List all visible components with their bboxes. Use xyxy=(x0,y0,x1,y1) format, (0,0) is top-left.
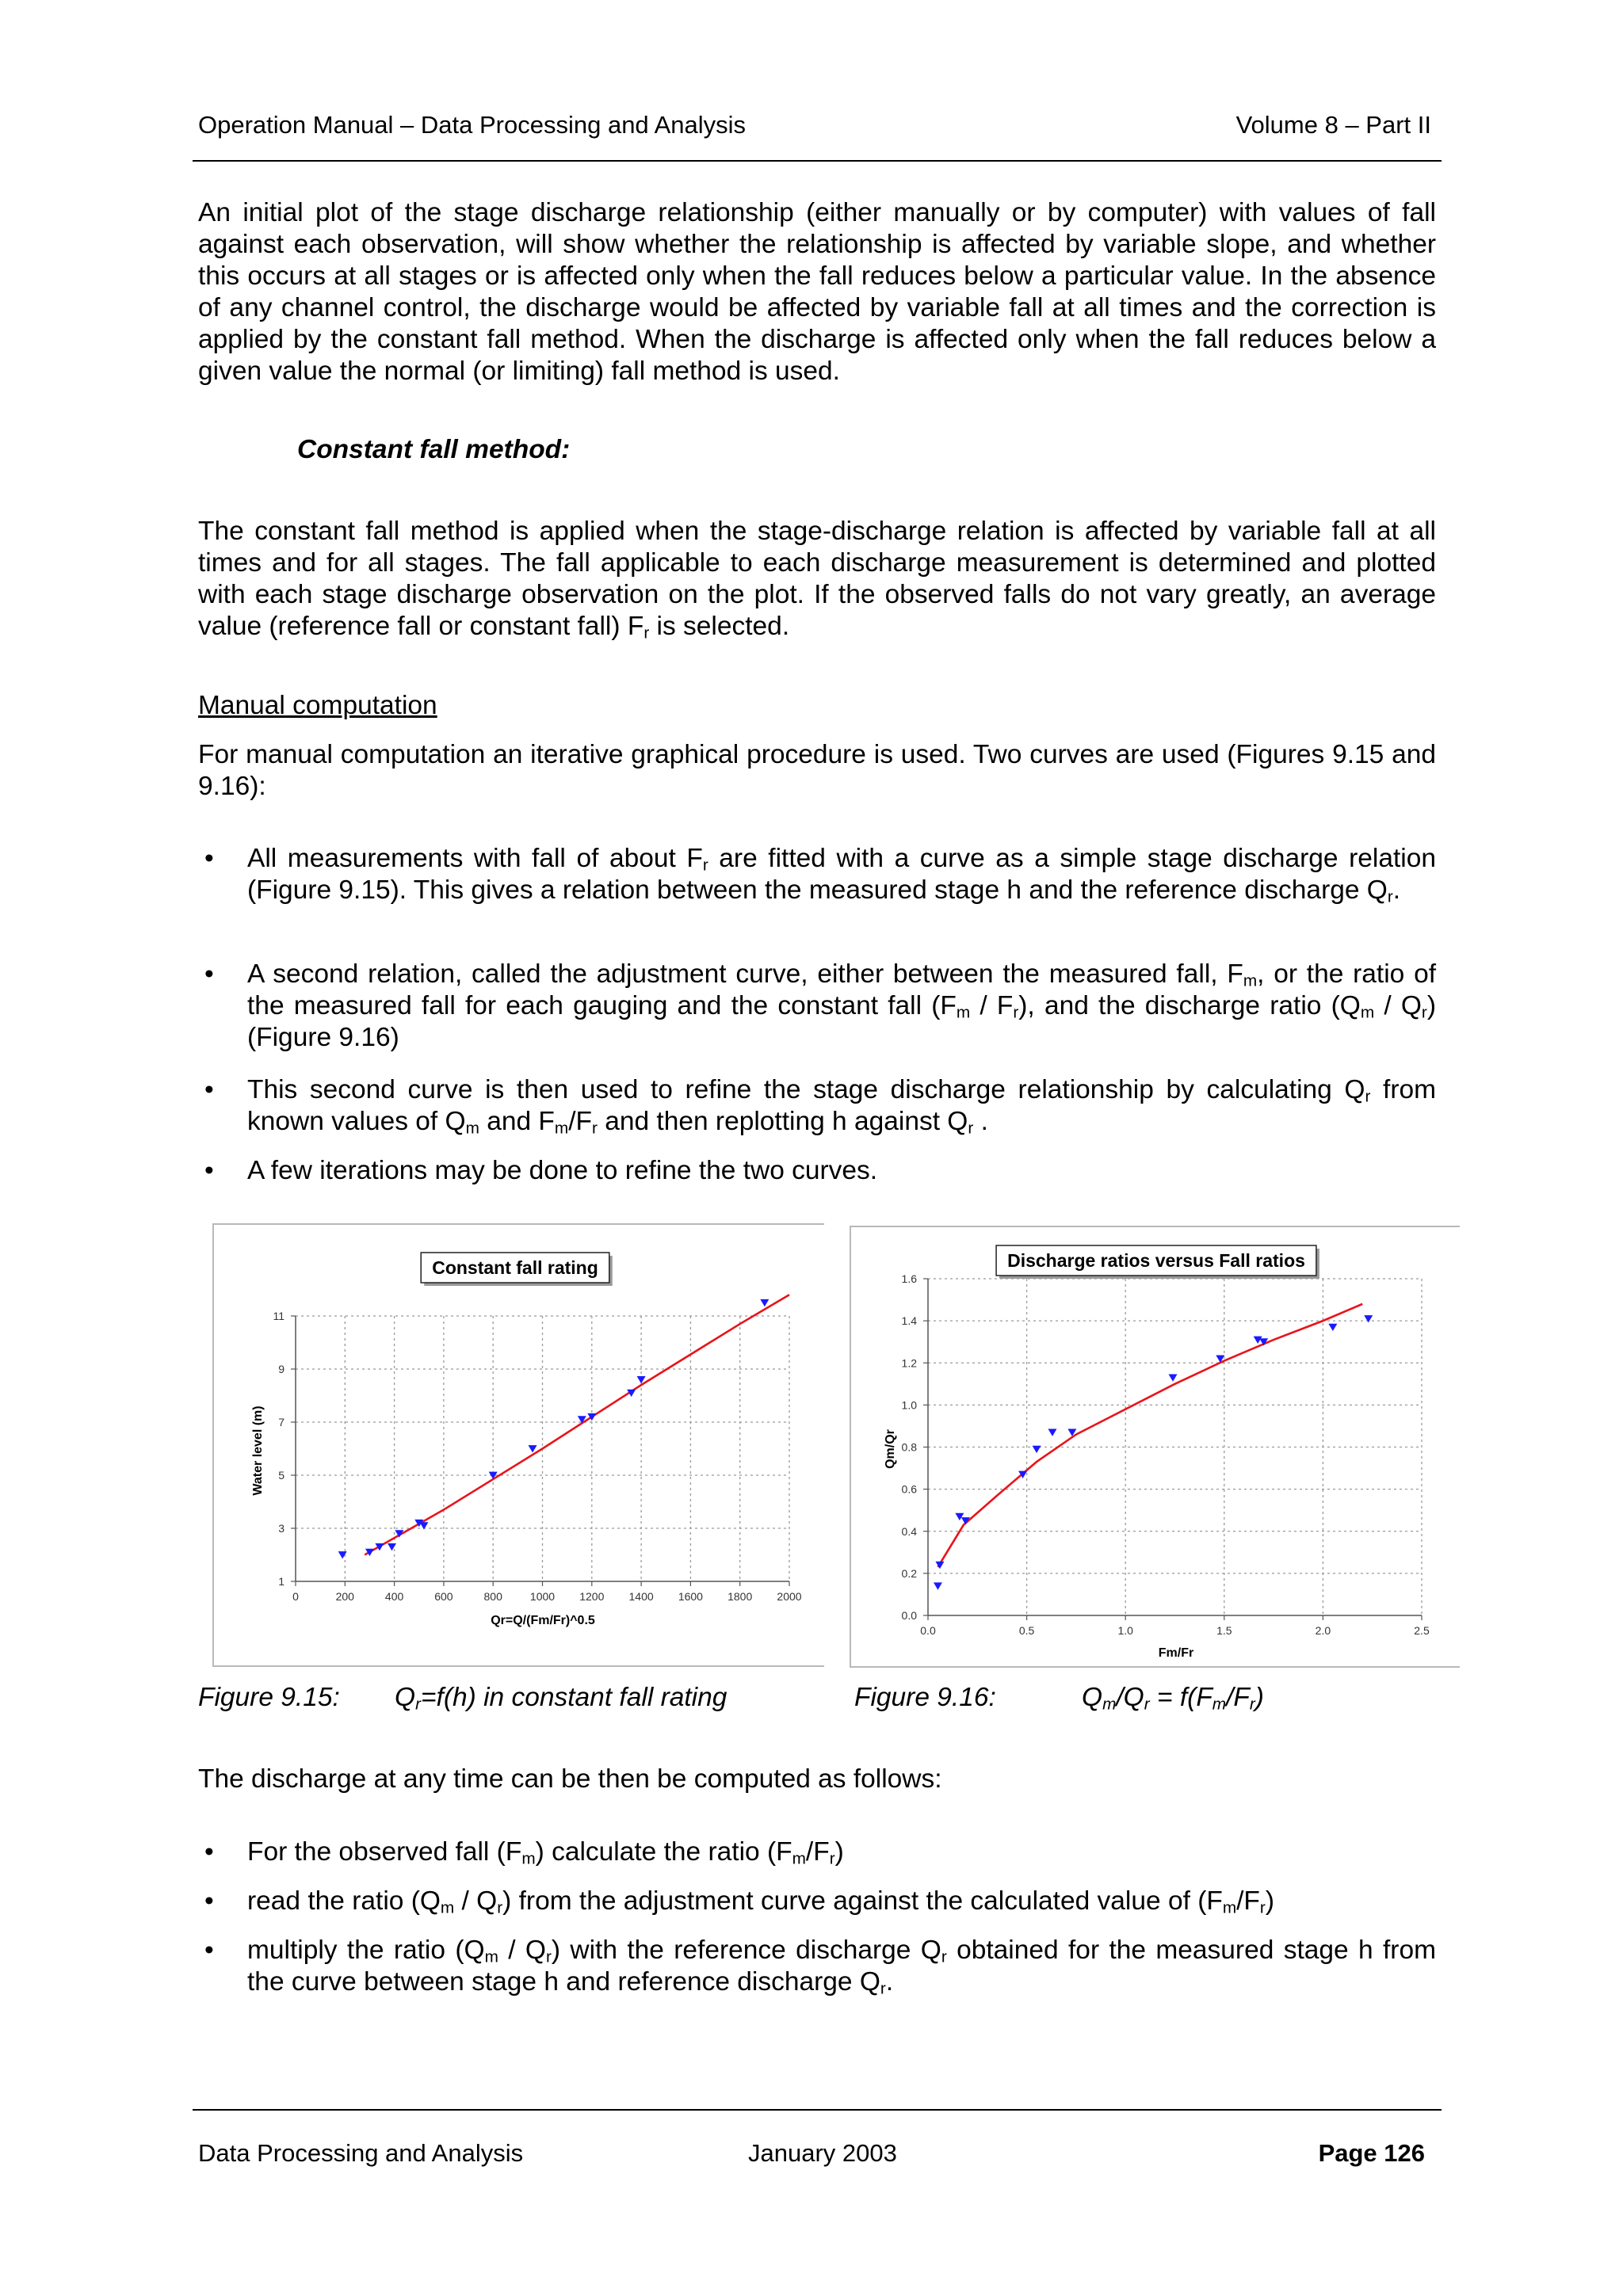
y-tick-label: 9 xyxy=(278,1363,285,1375)
text-run: Q xyxy=(395,1683,416,1712)
data-point xyxy=(1364,1315,1373,1322)
text-run: obtained for the measured stage h from the curve between stage h and reference discharge Q xyxy=(247,1936,1436,1997)
text-run: /F xyxy=(1226,1683,1250,1712)
figure-9-16-chart xyxy=(850,1226,1460,1668)
figure-9-15-label: Figure 9.15: xyxy=(198,1683,340,1712)
footer-rule xyxy=(193,2109,1442,2111)
text-run: /Q xyxy=(1116,1683,1144,1712)
figure-9-15-caption xyxy=(395,1683,727,1713)
header-rule xyxy=(193,160,1442,162)
subscript: r xyxy=(1144,1695,1150,1714)
text-run: read the ratio (Q xyxy=(247,1886,441,1916)
subscript: r xyxy=(968,1119,974,1138)
manual-intro-paragraph: For manual computation an iterative graphical procedure is used. Two curves are used (Figures 9.15 and 9.16): xyxy=(198,740,1436,801)
discharge-intro: The discharge at any time can be then be computed as follows: xyxy=(198,1764,942,1794)
text-run: ) xyxy=(834,1837,844,1867)
data-point xyxy=(760,1299,769,1306)
subscript: m xyxy=(1360,1003,1375,1022)
x-tick-label: 2.5 xyxy=(1414,1624,1430,1637)
footer-left: Data Processing and Analysis xyxy=(198,2139,524,2167)
x-tick-label: 1.0 xyxy=(1117,1624,1133,1637)
x-tick-label: 1.5 xyxy=(1216,1624,1232,1637)
data-point xyxy=(338,1551,347,1558)
text-run: ) calculate the ratio (F xyxy=(535,1837,792,1867)
text-run: from known values of Q xyxy=(247,1075,1437,1136)
text-run: and then replotting h against Q xyxy=(597,1107,968,1136)
y-tick-label: 0.8 xyxy=(901,1440,917,1454)
x-tick-label: 400 xyxy=(384,1590,404,1603)
y-tick-label: 1.4 xyxy=(901,1314,917,1328)
x-tick-label: 1400 xyxy=(628,1590,654,1603)
subscript: r xyxy=(702,856,708,875)
x-axis-label: Qr=Q/(Fm/Fr)^0.5 xyxy=(491,1614,595,1627)
data-point xyxy=(934,1582,942,1589)
text-run: / Q xyxy=(498,1936,546,1965)
footer-date: January 2003 xyxy=(748,2139,897,2167)
text-run: /F xyxy=(568,1107,592,1136)
bullet-text xyxy=(247,1155,1436,1187)
x-tick-label: 0.5 xyxy=(1018,1624,1035,1637)
chart-title: Constant fall rating xyxy=(432,1257,598,1278)
chart-title: Discharge ratios versus Fall ratios xyxy=(1007,1250,1305,1271)
text-run: and F xyxy=(479,1107,555,1136)
figure-9-15-chart xyxy=(212,1223,824,1667)
bullet-dot: • xyxy=(204,1837,214,1867)
subscript: r xyxy=(941,1947,947,1966)
bullet-text xyxy=(247,843,1436,906)
x-tick-label: 800 xyxy=(483,1590,502,1603)
text-run: For the observed fall (F xyxy=(247,1837,522,1867)
subscript: m xyxy=(792,1849,806,1868)
constant-fall-paragraph xyxy=(198,516,1436,643)
subscript: r xyxy=(1365,1087,1371,1106)
footer-page-number: Page 126 xyxy=(1318,2139,1425,2167)
text-run: / F xyxy=(970,991,1014,1020)
text-run: . xyxy=(885,1967,894,1997)
y-tick-label: 1.6 xyxy=(901,1272,917,1285)
y-axis-label: Water level (m) xyxy=(251,1405,265,1496)
subscript: m xyxy=(484,1947,498,1966)
text-run: Q xyxy=(1082,1683,1103,1712)
text-run: All measurements with fall of about F xyxy=(247,844,703,873)
text-run: / Q xyxy=(454,1886,498,1916)
y-tick-label: 0.4 xyxy=(901,1524,917,1538)
subscript: r xyxy=(829,1849,835,1868)
header-volume: Volume 8 – Part II xyxy=(1235,111,1431,139)
text-run: ) xyxy=(1254,1683,1264,1712)
bullet-dot: • xyxy=(204,1936,214,1965)
x-tick-label: 1600 xyxy=(678,1590,703,1603)
subscript: r xyxy=(1259,1898,1266,1917)
y-tick-label: 11 xyxy=(273,1310,285,1322)
text-run: ) xyxy=(1265,1886,1274,1916)
subscript: m xyxy=(1243,971,1258,990)
text-run: A second relation, called the adjustment curve, either between the measured fall, F xyxy=(247,959,1243,989)
text-run: /F xyxy=(805,1837,830,1867)
x-tick-label: 2.0 xyxy=(1315,1624,1331,1637)
text-run: are fitted with a curve as a simple stage discharge relation (Figure 9.15). This gives a relation between the measured stage h and the reference discharge Q xyxy=(247,844,1436,905)
data-point xyxy=(388,1543,396,1550)
fitted-curve xyxy=(938,1304,1362,1567)
x-tick-label: 600 xyxy=(434,1590,453,1603)
text-run: / Q xyxy=(1374,991,1422,1020)
bullet-dot: • xyxy=(204,959,214,989)
data-point xyxy=(1048,1429,1056,1436)
subscript: r xyxy=(1387,887,1393,906)
bullet-text xyxy=(247,1886,1436,1917)
text-run: ), and the discharge ratio (Q xyxy=(1018,991,1361,1020)
x-tick-label: 1800 xyxy=(727,1590,753,1603)
subscript: r xyxy=(1421,1003,1427,1022)
bullet-text xyxy=(247,1935,1436,1998)
x-tick-label: 1000 xyxy=(529,1590,556,1603)
discharge-ratio-plot xyxy=(851,1227,1460,1666)
x-axis-label: Fm/Fr xyxy=(1158,1646,1194,1660)
figure-9-16-caption xyxy=(1082,1683,1264,1713)
x-tick-label: 0.0 xyxy=(920,1624,936,1637)
subscript: r xyxy=(880,1979,886,1998)
y-axis-label: Qm/Qr xyxy=(884,1429,897,1469)
y-tick-label: 0.6 xyxy=(901,1482,917,1496)
subscript: m xyxy=(440,1898,455,1917)
text-run: A few iterations may be done to refine the two curves. xyxy=(247,1156,878,1185)
subscript: m xyxy=(1222,1898,1237,1917)
subscript: r xyxy=(545,1947,552,1966)
bullet-text xyxy=(247,959,1436,1054)
data-point xyxy=(1033,1446,1041,1453)
intro-paragraph: An initial plot of the stage discharge relationship (either manually or by computer) with values of fall against each observation, will show whether the relationship is affected by variable slope, and whether this occurs at all stages or is affected only when the fall reduces below a particular value. In the absence of any channel control, the discharge would be affected by variable fall at all times and the correction is applied by the constant fall method. When the discharge is affected only when the fall reduces below a given value the normal (or limiting) fall method is used. xyxy=(198,198,1436,386)
data-point xyxy=(1169,1374,1178,1381)
subscript: m xyxy=(1102,1695,1117,1714)
text-run: , or the ratio of the measured fall for each gauging and the constant fall (F xyxy=(247,959,1437,1020)
data-point xyxy=(419,1522,428,1529)
text-run: ) (Figure 9.16) xyxy=(247,991,1436,1052)
subscript: m xyxy=(521,1849,536,1868)
y-tick-label: 3 xyxy=(278,1522,285,1535)
x-tick-label: 0 xyxy=(292,1590,299,1603)
data-point xyxy=(529,1445,537,1452)
bullet-dot: • xyxy=(204,1886,214,1916)
y-tick-label: 0.0 xyxy=(901,1609,917,1622)
y-tick-label: 1.2 xyxy=(901,1356,917,1370)
y-tick-label: 1 xyxy=(278,1575,285,1588)
text-run: This second curve is then used to refine the stage discharge relationship by calculating Q xyxy=(247,1075,1365,1104)
subscript: r xyxy=(497,1898,503,1917)
bullet-dot: • xyxy=(204,1075,214,1104)
y-tick-label: 0.2 xyxy=(901,1566,917,1580)
subscript: r xyxy=(415,1695,421,1714)
bullet-text xyxy=(247,1074,1436,1138)
subscript: m xyxy=(554,1119,569,1138)
subscript: m xyxy=(956,1003,971,1022)
data-point xyxy=(365,1549,374,1556)
x-tick-label: 2000 xyxy=(777,1590,802,1603)
y-tick-label: 5 xyxy=(278,1469,285,1482)
text-run: . xyxy=(1392,875,1401,905)
bullet-text xyxy=(247,1836,1436,1868)
constant-fall-tail: is selected. xyxy=(649,612,790,641)
y-tick-label: 7 xyxy=(278,1416,285,1428)
x-tick-label: 1200 xyxy=(579,1590,605,1603)
page-header xyxy=(198,111,1431,147)
text-run: ) from the adjustment curve against the calculated value of (F xyxy=(502,1886,1223,1916)
text-run: multiply the ratio (Q xyxy=(247,1936,485,1965)
manual-computation-heading: Manual computation xyxy=(198,691,437,720)
data-point xyxy=(935,1562,944,1569)
figure-9-16-label: Figure 9.16: xyxy=(854,1683,996,1712)
bullet-dot: • xyxy=(204,844,214,873)
constant-fall-rating-plot xyxy=(214,1225,824,1665)
text-run: = f(F xyxy=(1149,1683,1212,1712)
data-point xyxy=(1328,1324,1337,1331)
text-run: . xyxy=(973,1107,988,1136)
constant-fall-sub: r xyxy=(643,624,650,643)
x-tick-label: 200 xyxy=(335,1590,354,1603)
fitted-curve xyxy=(365,1295,789,1554)
y-tick-label: 1.0 xyxy=(901,1398,917,1412)
text-run: =f(h) in constant fall rating xyxy=(420,1683,727,1712)
subscript: r xyxy=(1013,1003,1019,1022)
bullet-dot: • xyxy=(204,1156,214,1185)
text-run: ) with the reference discharge Q xyxy=(551,1936,941,1965)
subscript: r xyxy=(591,1119,598,1138)
subscript: m xyxy=(465,1119,479,1138)
subscript: m xyxy=(1212,1695,1227,1714)
section-heading: Constant fall method: xyxy=(297,435,571,464)
header-title: Operation Manual – Data Processing and Analysis xyxy=(198,111,747,139)
constant-fall-text: The constant fall method is applied when the stage-discharge relation is affected by variable fall at all times and for all stages. The fall applicable to each discharge measurement is determined and plotted with each stage discharge observation on the plot. If the observed falls do not vary greatly, an average value (reference fall or constant fall) F xyxy=(198,517,1436,641)
text-run: /F xyxy=(1236,1886,1260,1916)
subscript: r xyxy=(1249,1695,1255,1714)
